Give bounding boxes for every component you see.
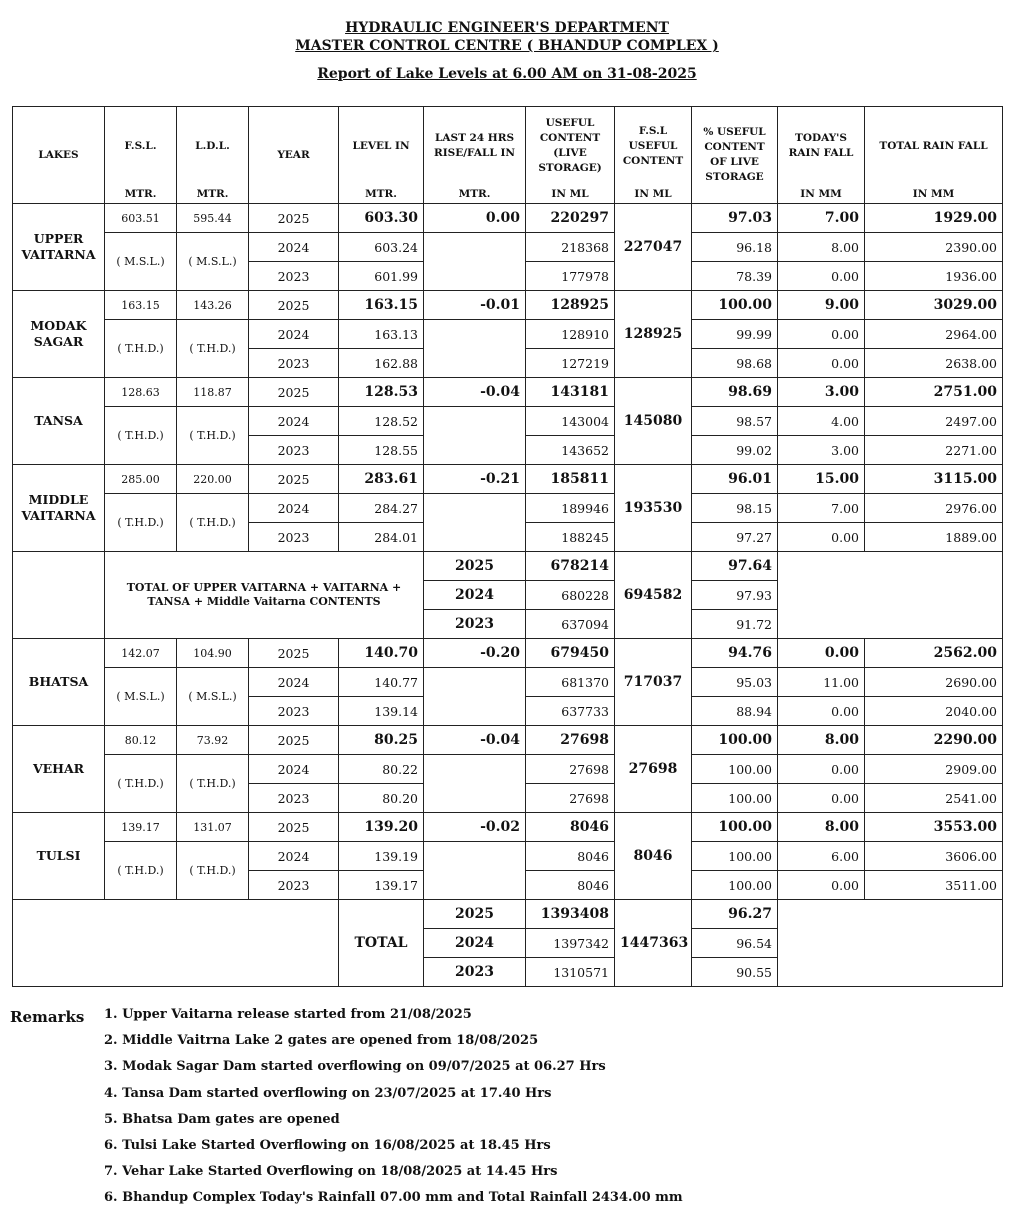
fsl-datum: ( T.H.D.) [105,842,177,900]
total-rain-cell: 1936.00 [865,262,1003,291]
fsl-useful-cell: 717037 [615,639,692,726]
fsl-useful-cell: 128925 [615,291,692,378]
table-row [13,494,1003,523]
year-cell: 2025 [249,378,339,407]
unit-level: MTR. [339,185,424,204]
today-rain-cell: 8.00 [778,233,865,262]
blank-cell [778,552,1003,639]
fsl-value: 285.00 [105,465,177,494]
level-cell: 284.01 [339,523,424,552]
useful-cell: 27698 [526,755,615,784]
lake-name: MODAK SAGAR [13,291,105,378]
total-rain-cell: 2964.00 [865,320,1003,349]
pct-cell: 96.54 [692,929,778,958]
rise-blank [424,494,526,552]
fsl-value: 163.15 [105,291,177,320]
col-level: LEVEL IN [339,107,424,186]
total-rain-cell: 2541.00 [865,784,1003,813]
unit-today-rain: IN MM [778,185,865,204]
useful-cell: 27698 [526,726,615,755]
total-rain-cell: 2751.00 [865,378,1003,407]
fsl-datum: ( T.H.D.) [105,320,177,378]
pct-cell: 100.00 [692,813,778,842]
useful-cell: 1310571 [526,958,615,987]
ldl-datum: ( T.H.D.) [177,407,249,465]
year-cell: 2023 [249,784,339,813]
unit-ldl: MTR. [177,185,249,204]
lake-name: TANSA [13,378,105,465]
useful-cell: 27698 [526,784,615,813]
remarks-title: Remarks [10,1008,85,1026]
today-rain-cell: 4.00 [778,407,865,436]
ldl-value: 220.00 [177,465,249,494]
fsl-useful-cell: 1447363 [615,900,692,987]
today-rain-cell: 0.00 [778,262,865,291]
total-rain-cell: 2040.00 [865,697,1003,726]
pct-cell: 100.00 [692,726,778,755]
total-rain-cell: 3606.00 [865,842,1003,871]
lake-levels-table [12,106,1003,987]
fsl-useful-cell: 227047 [615,204,692,291]
year-cell: 2023 [249,871,339,900]
lake-name: TULSI [13,813,105,900]
lake-name: VEHAR [13,726,105,813]
year-cell: 2024 [249,407,339,436]
remark-item: 5. Bhatsa Dam gates are opened [104,1111,340,1127]
level-cell: 162.88 [339,349,424,378]
pct-cell: 91.72 [692,610,778,639]
pct-cell: 90.55 [692,958,778,987]
table-row [13,755,1003,784]
pct-cell: 99.02 [692,436,778,465]
ldl-value: 104.90 [177,639,249,668]
table-row [13,204,1003,233]
total-rain-cell: 1929.00 [865,204,1003,233]
level-cell: 163.15 [339,291,424,320]
today-rain-cell: 0.00 [778,320,865,349]
pct-cell: 97.64 [692,552,778,581]
col-lakes: LAKES [13,107,105,204]
year-cell: 2024 [249,233,339,262]
pct-cell: 88.94 [692,697,778,726]
col-today-rain: TODAY'S RAIN FALL [778,107,865,186]
fsl-datum: ( T.H.D.) [105,494,177,552]
fsl-datum: ( T.H.D.) [105,755,177,813]
total-rain-cell: 3029.00 [865,291,1003,320]
useful-cell: 177978 [526,262,615,291]
pct-cell: 96.27 [692,900,778,929]
rise-blank [424,407,526,465]
total-label: TOTAL [339,900,424,987]
pct-cell: 100.00 [692,784,778,813]
ldl-datum: ( M.S.L.) [177,668,249,726]
col-fsl: F.S.L. [105,107,177,186]
level-cell: 284.27 [339,494,424,523]
useful-cell: 678214 [526,552,615,581]
ldl-value: 143.26 [177,291,249,320]
remark-item: 2. Middle Vaitrna Lake 2 gates are opened from 18/08/2025 [104,1033,539,1049]
rise-cell: -0.04 [424,726,526,755]
table-row [13,378,1003,407]
today-rain-cell: 9.00 [778,291,865,320]
useful-cell: 143652 [526,436,615,465]
total-rain-cell: 1889.00 [865,523,1003,552]
pct-cell: 95.03 [692,668,778,697]
subtotal-label: TOTAL OF UPPER VAITARNA + VAITARNA + TANSA + Middle Vaitarna CONTENTS [105,552,424,639]
today-rain-cell: 0.00 [778,784,865,813]
useful-cell: 143181 [526,378,615,407]
col-year: YEAR [249,107,339,204]
today-rain-cell: 0.00 [778,871,865,900]
useful-cell: 1397342 [526,929,615,958]
pct-cell: 97.93 [692,581,778,610]
ldl-datum: ( M.S.L.) [177,233,249,291]
useful-cell: 128910 [526,320,615,349]
ldl-datum: ( T.H.D.) [177,842,249,900]
pct-cell: 100.00 [692,755,778,784]
pct-cell: 97.03 [692,204,778,233]
level-cell: 601.99 [339,262,424,291]
unit-useful: IN ML [526,185,615,204]
pct-cell: 98.57 [692,407,778,436]
rise-cell: -0.04 [424,378,526,407]
ldl-value: 131.07 [177,813,249,842]
level-cell: 80.22 [339,755,424,784]
level-cell: 139.20 [339,813,424,842]
ldl-value: 118.87 [177,378,249,407]
pct-cell: 96.01 [692,465,778,494]
centre-title: MASTER CONTROL CENTRE ( BHANDUP COMPLEX ) [295,38,719,54]
total-rain-cell: 2290.00 [865,726,1003,755]
fsl-value: 142.07 [105,639,177,668]
useful-cell: 681370 [526,668,615,697]
useful-cell: 218368 [526,233,615,262]
year-cell: 2025 [424,552,526,581]
year-cell: 2025 [249,291,339,320]
level-cell: 139.17 [339,871,424,900]
today-rain-cell: 8.00 [778,726,865,755]
fsl-datum: ( M.S.L.) [105,668,177,726]
rise-blank [424,755,526,813]
table-row [13,813,1003,842]
total-rain-cell: 2497.00 [865,407,1003,436]
level-cell: 283.61 [339,465,424,494]
department-title: HYDRAULIC ENGINEER'S DEPARTMENT [345,20,669,36]
year-cell: 2024 [249,668,339,697]
ldl-datum: ( T.H.D.) [177,320,249,378]
pct-cell: 78.39 [692,262,778,291]
remark-item: 6. Tulsi Lake Started Overflowing on 16/08/2025 at 18.45 Hrs [104,1137,551,1153]
fsl-useful-cell: 27698 [615,726,692,813]
year-cell: 2023 [249,262,339,291]
lake-name: UPPER VAITARNA [13,204,105,291]
table-row [13,900,1003,929]
remark-item: 3. Modak Sagar Dam started overflowing on 09/07/2025 at 06.27 Hrs [104,1059,606,1075]
pct-cell: 99.99 [692,320,778,349]
fsl-useful-cell: 145080 [615,378,692,465]
pct-cell: 100.00 [692,871,778,900]
ldl-value: 73.92 [177,726,249,755]
useful-cell: 8046 [526,871,615,900]
fsl-useful-cell: 8046 [615,813,692,900]
useful-cell: 680228 [526,581,615,610]
total-rain-cell: 3511.00 [865,871,1003,900]
year-cell: 2023 [424,958,526,987]
total-rain-cell: 2562.00 [865,639,1003,668]
today-rain-cell: 0.00 [778,523,865,552]
table-row [13,842,1003,871]
total-rain-cell: 2271.00 [865,436,1003,465]
rise-blank [424,842,526,900]
year-cell: 2023 [249,697,339,726]
col-pct: % USEFUL CONTENT OF LIVE STORAGE [692,107,778,204]
unit-rise: MTR. [424,185,526,204]
fsl-useful-cell: 694582 [615,552,692,639]
ldl-datum: ( T.H.D.) [177,755,249,813]
pct-cell: 100.00 [692,291,778,320]
unit-fsl-useful: IN ML [615,185,692,204]
table-row [13,465,1003,494]
report-title: Report of Lake Levels at 6.00 AM on 31-08-2025 [317,66,697,82]
year-cell: 2025 [424,900,526,929]
level-cell: 80.20 [339,784,424,813]
unit-total-rain: IN MM [865,185,1003,204]
level-cell: 128.52 [339,407,424,436]
ldl-value: 595.44 [177,204,249,233]
useful-cell: 188245 [526,523,615,552]
pct-cell: 100.00 [692,842,778,871]
today-rain-cell: 0.00 [778,639,865,668]
useful-cell: 127219 [526,349,615,378]
today-rain-cell: 7.00 [778,494,865,523]
rise-blank [424,320,526,378]
remark-item: 6. Bhandup Complex Today's Rainfall 07.00 mm and Total Rainfall 2434.00 mm [104,1190,683,1206]
level-cell: 128.55 [339,436,424,465]
pct-cell: 94.76 [692,639,778,668]
today-rain-cell: 0.00 [778,349,865,378]
level-cell: 603.24 [339,233,424,262]
level-cell: 140.77 [339,668,424,697]
remark-item: 4. Tansa Dam started overflowing on 23/07/2025 at 17.40 Hrs [104,1085,552,1101]
useful-cell: 128925 [526,291,615,320]
year-cell: 2025 [249,726,339,755]
year-cell: 2025 [249,639,339,668]
year-cell: 2025 [249,204,339,233]
table-row [13,668,1003,697]
total-rain-cell: 2690.00 [865,668,1003,697]
unit-fsl: MTR. [105,185,177,204]
col-useful: USEFUL CONTENT (LIVE STORAGE) [526,107,615,186]
level-cell: 163.13 [339,320,424,349]
useful-cell: 189946 [526,494,615,523]
rise-cell: -0.20 [424,639,526,668]
rise-blank [424,668,526,726]
fsl-datum: ( M.S.L.) [105,233,177,291]
table-row [13,726,1003,755]
level-cell: 140.70 [339,639,424,668]
fsl-useful-cell: 193530 [615,465,692,552]
year-cell: 2024 [249,842,339,871]
useful-cell: 679450 [526,639,615,668]
table-row [13,639,1003,668]
level-cell: 80.25 [339,726,424,755]
blank-cell [13,900,339,987]
remark-item: 7. Vehar Lake Started Overflowing on 18/08/2025 at 14.45 Hrs [104,1164,558,1180]
table-body [13,204,1003,987]
total-rain-cell: 2390.00 [865,233,1003,262]
rise-cell: -0.02 [424,813,526,842]
table-row [13,291,1003,320]
total-rain-cell: 3115.00 [865,465,1003,494]
today-rain-cell: 3.00 [778,378,865,407]
total-rain-cell: 2976.00 [865,494,1003,523]
year-cell: 2024 [249,755,339,784]
level-cell: 139.14 [339,697,424,726]
fsl-value: 603.51 [105,204,177,233]
lake-name: MIDDLE VAITARNA [13,465,105,552]
total-rain-cell: 3553.00 [865,813,1003,842]
rise-cell: -0.01 [424,291,526,320]
table-row [13,407,1003,436]
useful-cell: 220297 [526,204,615,233]
col-total-rain: TOTAL RAIN FALL [865,107,1003,186]
remarks-list [104,1002,683,1212]
today-rain-cell: 7.00 [778,204,865,233]
fsl-value: 128.63 [105,378,177,407]
year-cell: 2025 [249,465,339,494]
year-cell: 2024 [249,320,339,349]
useful-cell: 8046 [526,813,615,842]
year-cell: 2023 [249,436,339,465]
today-rain-cell: 3.00 [778,436,865,465]
useful-cell: 8046 [526,842,615,871]
today-rain-cell: 0.00 [778,755,865,784]
level-cell: 603.30 [339,204,424,233]
today-rain-cell: 11.00 [778,668,865,697]
table-row [13,233,1003,262]
year-cell: 2023 [249,523,339,552]
useful-cell: 143004 [526,407,615,436]
useful-cell: 185811 [526,465,615,494]
year-cell: 2024 [424,929,526,958]
pct-cell: 98.69 [692,378,778,407]
today-rain-cell: 6.00 [778,842,865,871]
year-cell: 2024 [249,494,339,523]
ldl-datum: ( T.H.D.) [177,494,249,552]
table-row [13,320,1003,349]
year-cell: 2023 [424,610,526,639]
total-rain-cell: 2909.00 [865,755,1003,784]
rise-cell: 0.00 [424,204,526,233]
lake-name: BHATSA [13,639,105,726]
today-rain-cell: 15.00 [778,465,865,494]
fsl-value: 80.12 [105,726,177,755]
table-row [13,552,1003,581]
pct-cell: 98.68 [692,349,778,378]
year-cell: 2023 [249,349,339,378]
rise-blank [424,233,526,291]
blank-cell [13,552,105,639]
total-rain-cell: 2638.00 [865,349,1003,378]
pct-cell: 98.15 [692,494,778,523]
blank-cell [778,900,1003,987]
pct-cell: 97.27 [692,523,778,552]
rise-cell: -0.21 [424,465,526,494]
level-cell: 128.53 [339,378,424,407]
year-cell: 2025 [249,813,339,842]
level-cell: 139.19 [339,842,424,871]
remark-item: 1. Upper Vaitarna release started from 21/08/2025 [104,1007,472,1022]
fsl-value: 139.17 [105,813,177,842]
useful-cell: 1393408 [526,900,615,929]
pct-cell: 96.18 [692,233,778,262]
fsl-datum: ( T.H.D.) [105,407,177,465]
col-rise: LAST 24 HRS RISE/FALL IN [424,107,526,186]
today-rain-cell: 8.00 [778,813,865,842]
today-rain-cell: 0.00 [778,697,865,726]
col-ldl: L.D.L. [177,107,249,186]
useful-cell: 637094 [526,610,615,639]
useful-cell: 637733 [526,697,615,726]
year-cell: 2024 [424,581,526,610]
col-fsl-useful: F.S.L USEFUL CONTENT [615,107,692,186]
